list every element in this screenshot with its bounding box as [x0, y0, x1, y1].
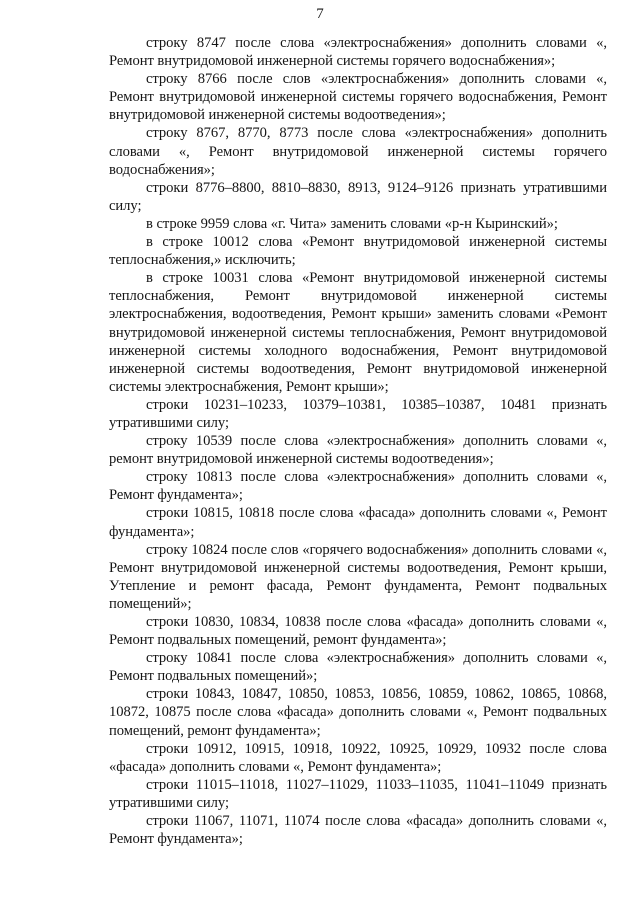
page-number: 7 — [316, 6, 324, 22]
paragraph: строки 10815, 10818 после слова «фасада» дополнить словами «, Ремонт фундамента»; — [109, 505, 607, 540]
paragraph: строки 8776–8800, 8810–8830, 8913, 9124–9126 признать утратившими силу; — [109, 179, 607, 214]
paragraph: строки 10843, 10847, 10850, 10853, 10856, 10859, 10862, 10865, 10868, 10872, 10875 после слова «фасада» дополнить словами «, Ремонт подвальных помещений, ремонт фундамента»; — [109, 686, 607, 739]
paragraph: строки 10830, 10834, 10838 после слова «фасада» дополнить словами «, Ремонт подвальных помещений, ремонт фундамента»; — [109, 614, 607, 649]
document-body — [109, 34, 607, 848]
paragraph: строки 10912, 10915, 10918, 10922, 10925, 10929, 10932 после слова «фасада» дополнить словами «, Ремонт фундамента»; — [109, 740, 607, 775]
paragraph: строку 10824 после слов «горячего водоснабжения» дополнить словами «, Ремонт внутридомовой инженерной системы водоотведения, Ремонт крыши, Утепление и ремонт фасада, Ремонт фундамента, Ремонт подвальных помещений»; — [109, 541, 607, 612]
paragraph: строку 10539 после слова «электроснабжения» дополнить словами «, ремонт внутридомовой инженерной системы водоотведения»; — [109, 433, 607, 468]
paragraph: строку 10841 после слова «электроснабжения» дополнить словами «, Ремонт подвальных помещений»; — [109, 650, 607, 685]
paragraph: строку 10813 после слова «электроснабжения» дополнить словами «, Ремонт фундамента»; — [109, 469, 607, 504]
paragraph: в строке 9959 слова «г. Чита» заменить словами «р-н Кыринский»; — [146, 215, 558, 232]
paragraph: строки 11015–11018, 11027–11029, 11033–11035, 11041–11049 признать утратившими силу; — [109, 776, 607, 811]
paragraph: строку 8767, 8770, 8773 после слова «электроснабжения» дополнить словами «, Ремонт внутридомовой инженерной системы горячего водоснабжения»; — [109, 125, 607, 178]
paragraph: строку 8747 после слова «электроснабжения» дополнить словами «, Ремонт внутридомовой инженерной системы горячего водоснабжения»; — [109, 35, 607, 70]
paragraph: строки 10231–10233, 10379–10381, 10385–10387, 10481 признать утратившими силу; — [109, 396, 607, 431]
paragraph: в строке 10012 слова «Ремонт внутридомовой инженерной системы теплоснабжения,» исключить; — [109, 234, 607, 269]
paragraph: строки 11067, 11071, 11074 после слова «фасада» дополнить словами «, Ремонт фундамента»; — [109, 813, 607, 848]
paragraph: строку 8766 после слов «электроснабжения» дополнить словами «, Ремонт внутридомовой инженерной системы горячего водоснабжения, Ремонт внутридомовой инженерной системы водоотведения»; — [109, 71, 607, 124]
paragraph: в строке 10031 слова «Ремонт внутридомовой инженерной системы теплоснабжения, Ремонт внутридомовой инженерной системы электроснабжения, водоотведения, Ремонт крыши» заменить словами «Ремонт внутридомовой инженерной системы теплоснабжения, Ремонт внутридомовой инженерной системы холодного водоснабжения, Ремонт внутридомовой инженерной системы водоотведения, Ремонт внутридомовой инженерной системы электроснабжения, Ремонт крыши»; — [109, 270, 607, 395]
